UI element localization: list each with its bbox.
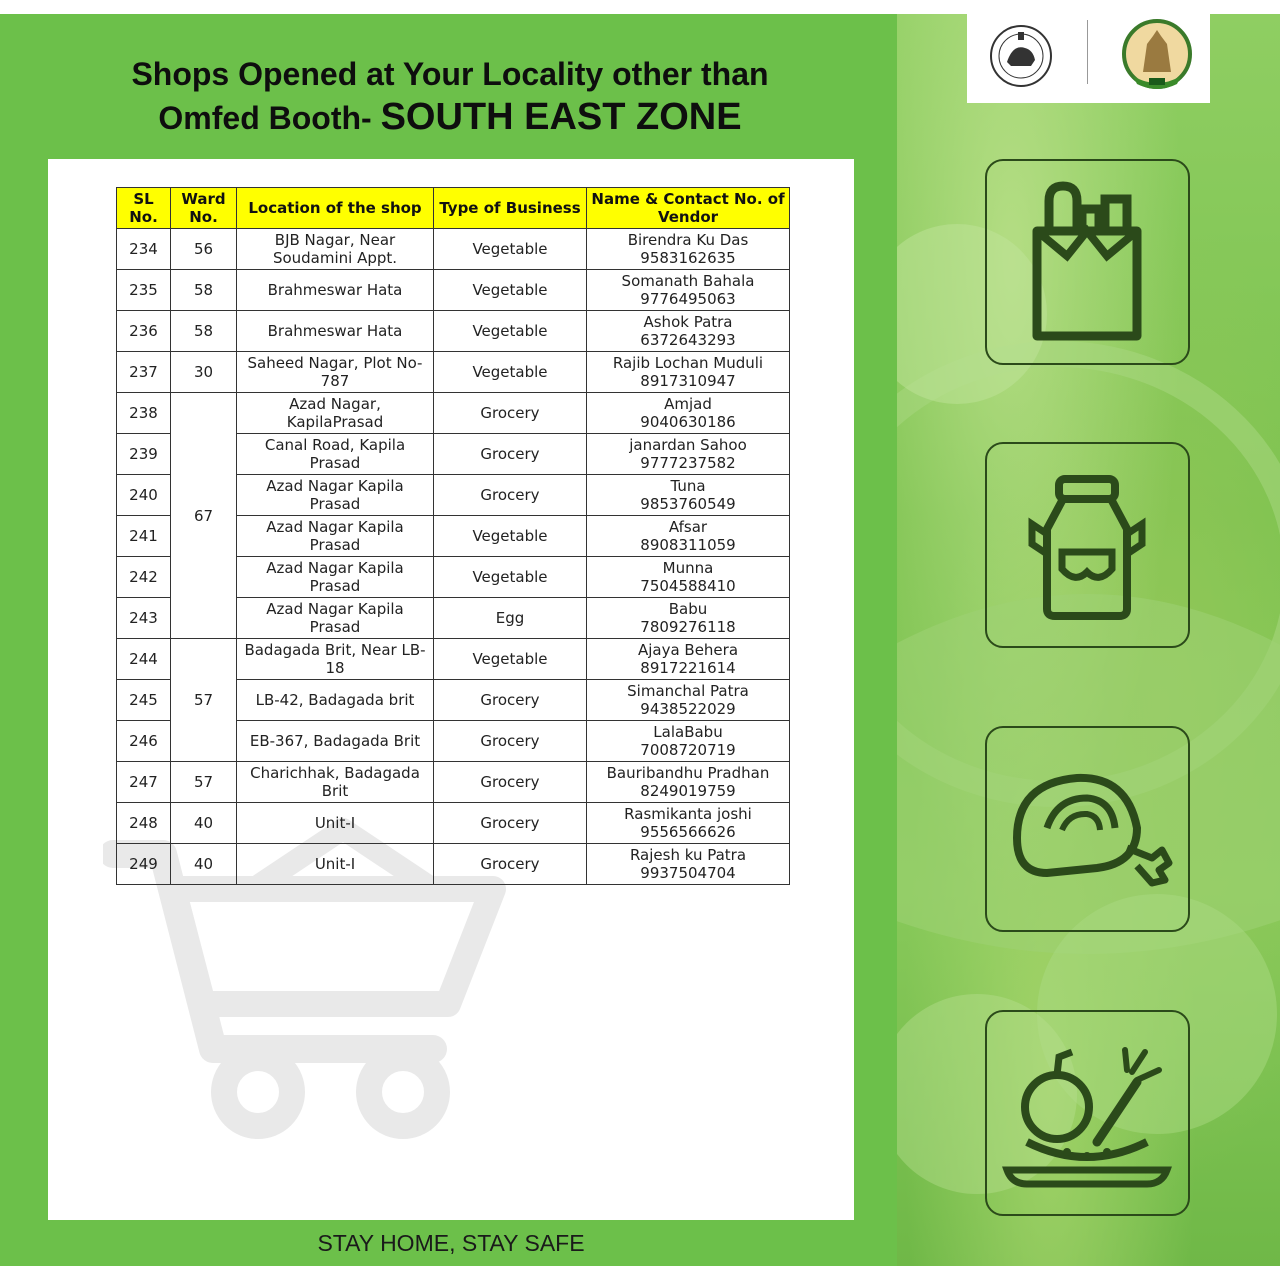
bmc-logo-icon [1119,18,1195,94]
cell-vendor [587,680,790,721]
cell-ward: 57 [171,639,237,762]
cell-sl: 247 [117,762,171,803]
grocery-bag-tile [985,159,1190,365]
vegetable-bowl-tile [985,1010,1190,1216]
cell-type: Grocery [434,434,587,475]
vendor-phone: 8249019759 [640,782,736,800]
cell-sl: 246 [117,721,171,762]
cell-location: Unit-I [237,803,434,844]
cell-sl: 237 [117,352,171,393]
cell-ward: 67 [171,393,237,639]
vendor-phone: 8917221614 [640,659,736,677]
cell-location: Badagada Brit, Near LB-18 [237,639,434,680]
vendor-phone: 9040630186 [640,413,736,431]
cell-vendor [587,229,790,270]
vendor-name: Rasmikanta joshi [624,805,752,823]
cell-ward: 58 [171,270,237,311]
table-row [117,352,790,393]
vendor-name: Somanath Bahala [621,272,755,290]
cell-type: Vegetable [434,311,587,352]
cell-vendor [587,352,790,393]
cell-location: Canal Road, Kapila Prasad [237,434,434,475]
cell-ward: 58 [171,311,237,352]
vendor-phone: 9777237582 [640,454,736,472]
cell-sl: 242 [117,557,171,598]
milk-can-tile [985,442,1190,648]
cell-sl: 244 [117,639,171,680]
cell-vendor [587,475,790,516]
logo-box [967,14,1210,103]
table-row [117,393,790,434]
vendor-phone: 9583162635 [640,249,736,267]
cell-sl: 249 [117,844,171,885]
vendor-phone: 9438522029 [640,700,736,718]
vendor-name: LalaBabu [653,723,723,741]
vegetable-bowl-icon [987,1012,1187,1212]
cell-type: Grocery [434,844,587,885]
cell-type: Vegetable [434,229,587,270]
cell-type: Vegetable [434,352,587,393]
cell-location: Azad Nagar Kapila Prasad [237,475,434,516]
table-row [117,229,790,270]
poster [0,14,1280,1266]
cell-location: Azad Nagar Kapila Prasad [237,598,434,639]
table-row [117,844,790,885]
cell-type: Grocery [434,475,587,516]
cell-vendor [587,721,790,762]
cell-ward: 56 [171,229,237,270]
milk-can-icon [987,444,1187,644]
cell-sl: 243 [117,598,171,639]
logo-separator [1087,20,1088,84]
cell-type: Vegetable [434,557,587,598]
vendor-name: Simanchal Patra [627,682,749,700]
vendor-name: Ajaya Behera [637,641,739,659]
cell-vendor [587,803,790,844]
header-sl: SL No. [117,188,171,229]
title-line-2 [60,96,840,139]
cell-vendor [587,516,790,557]
vendor-name: janardan Sahoo [629,436,747,454]
cell-location: EB-367, Badagada Brit [237,721,434,762]
cell-vendor [587,434,790,475]
cell-type: Grocery [434,762,587,803]
vendor-name: Bauribandhu Pradhan [606,764,770,782]
cell-type: Vegetable [434,270,587,311]
cell-sl: 241 [117,516,171,557]
cell-sl: 234 [117,229,171,270]
cell-type: Vegetable [434,639,587,680]
cell-vendor [587,639,790,680]
cell-vendor [587,598,790,639]
cell-type: Vegetable [434,516,587,557]
cell-location: LB-42, Badagada brit [237,680,434,721]
cell-sl: 236 [117,311,171,352]
cell-vendor [587,270,790,311]
vendor-name: Afsar [668,518,708,536]
header-type: Type of Business [434,188,587,229]
cell-vendor [587,762,790,803]
cell-location: Unit-I [237,844,434,885]
cell-type: Grocery [434,721,587,762]
cell-vendor [587,311,790,352]
header-ward: Ward No. [171,188,237,229]
vendor-name: Rajesh ku Patra [629,846,747,864]
vendor-phone: 9776495063 [640,290,736,308]
vendor-phone: 8917310947 [640,372,736,390]
cell-type: Egg [434,598,587,639]
header-vendor: Name & Contact No. of Vendor [587,188,790,229]
cell-location: Brahmeswar Hata [237,270,434,311]
cell-vendor [587,393,790,434]
title-line-1: Shops Opened at Your Locality other than [131,56,769,92]
cell-location: Charichhak, Badagada Brit [237,762,434,803]
cell-sl: 248 [117,803,171,844]
cell-type: Grocery [434,803,587,844]
vendor-phone: 6372643293 [640,331,736,349]
vendor-phone: 9937504704 [640,864,736,882]
vendor-name: Tuna [670,477,706,495]
grocery-bag-icon [987,161,1187,361]
cell-sl: 235 [117,270,171,311]
table-row [117,803,790,844]
header-location: Location of the shop [237,188,434,229]
vendor-phone: 9556566626 [640,823,736,841]
cell-ward: 40 [171,803,237,844]
odisha-emblem-icon [987,22,1055,90]
vendor-name: Rajib Lochan Muduli [612,354,764,372]
vendor-name: Munna [662,559,714,577]
meat-tile [985,726,1190,932]
vendor-phone: 9853760549 [640,495,736,513]
title-prefix: Omfed Booth- [158,100,372,136]
cell-sl: 245 [117,680,171,721]
cell-sl: 240 [117,475,171,516]
table-panel [48,159,854,1220]
cell-location: Brahmeswar Hata [237,311,434,352]
footer-slogan: STAY HOME, STAY SAFE [317,1230,585,1256]
cell-sl: 238 [117,393,171,434]
cell-type: Grocery [434,393,587,434]
table-row [117,311,790,352]
vendor-phone: 7504588410 [640,577,736,595]
cell-ward: 30 [171,352,237,393]
cell-type: Grocery [434,680,587,721]
vendor-name: Babu [668,600,708,618]
cell-location: Azad Nagar Kapila Prasad [237,516,434,557]
cell-location: Azad Nagar, KapilaPrasad [237,393,434,434]
cell-vendor [587,557,790,598]
cell-location: Azad Nagar Kapila Prasad [237,557,434,598]
vendor-name: Ashok Patra [643,313,733,331]
table-header-row [117,188,790,229]
cell-sl: 239 [117,434,171,475]
cell-location: Saheed Nagar, Plot No-787 [237,352,434,393]
vendor-phone: 7809276118 [640,618,736,636]
table-row [117,639,790,680]
vendor-phone: 7008720719 [640,741,736,759]
vendor-name: Birendra Ku Das [627,231,749,249]
meat-icon [987,728,1187,928]
cell-location: BJB Nagar, Near Soudamini Appt. [237,229,434,270]
shops-table [116,187,790,885]
cell-ward: 40 [171,844,237,885]
table-row [117,762,790,803]
table-row [117,270,790,311]
zone-name: SOUTH EAST ZONE [380,96,742,138]
cell-ward: 57 [171,762,237,803]
vendor-phone: 8908311059 [640,536,736,554]
cell-vendor [587,844,790,885]
vendor-name: Amjad [664,395,712,413]
